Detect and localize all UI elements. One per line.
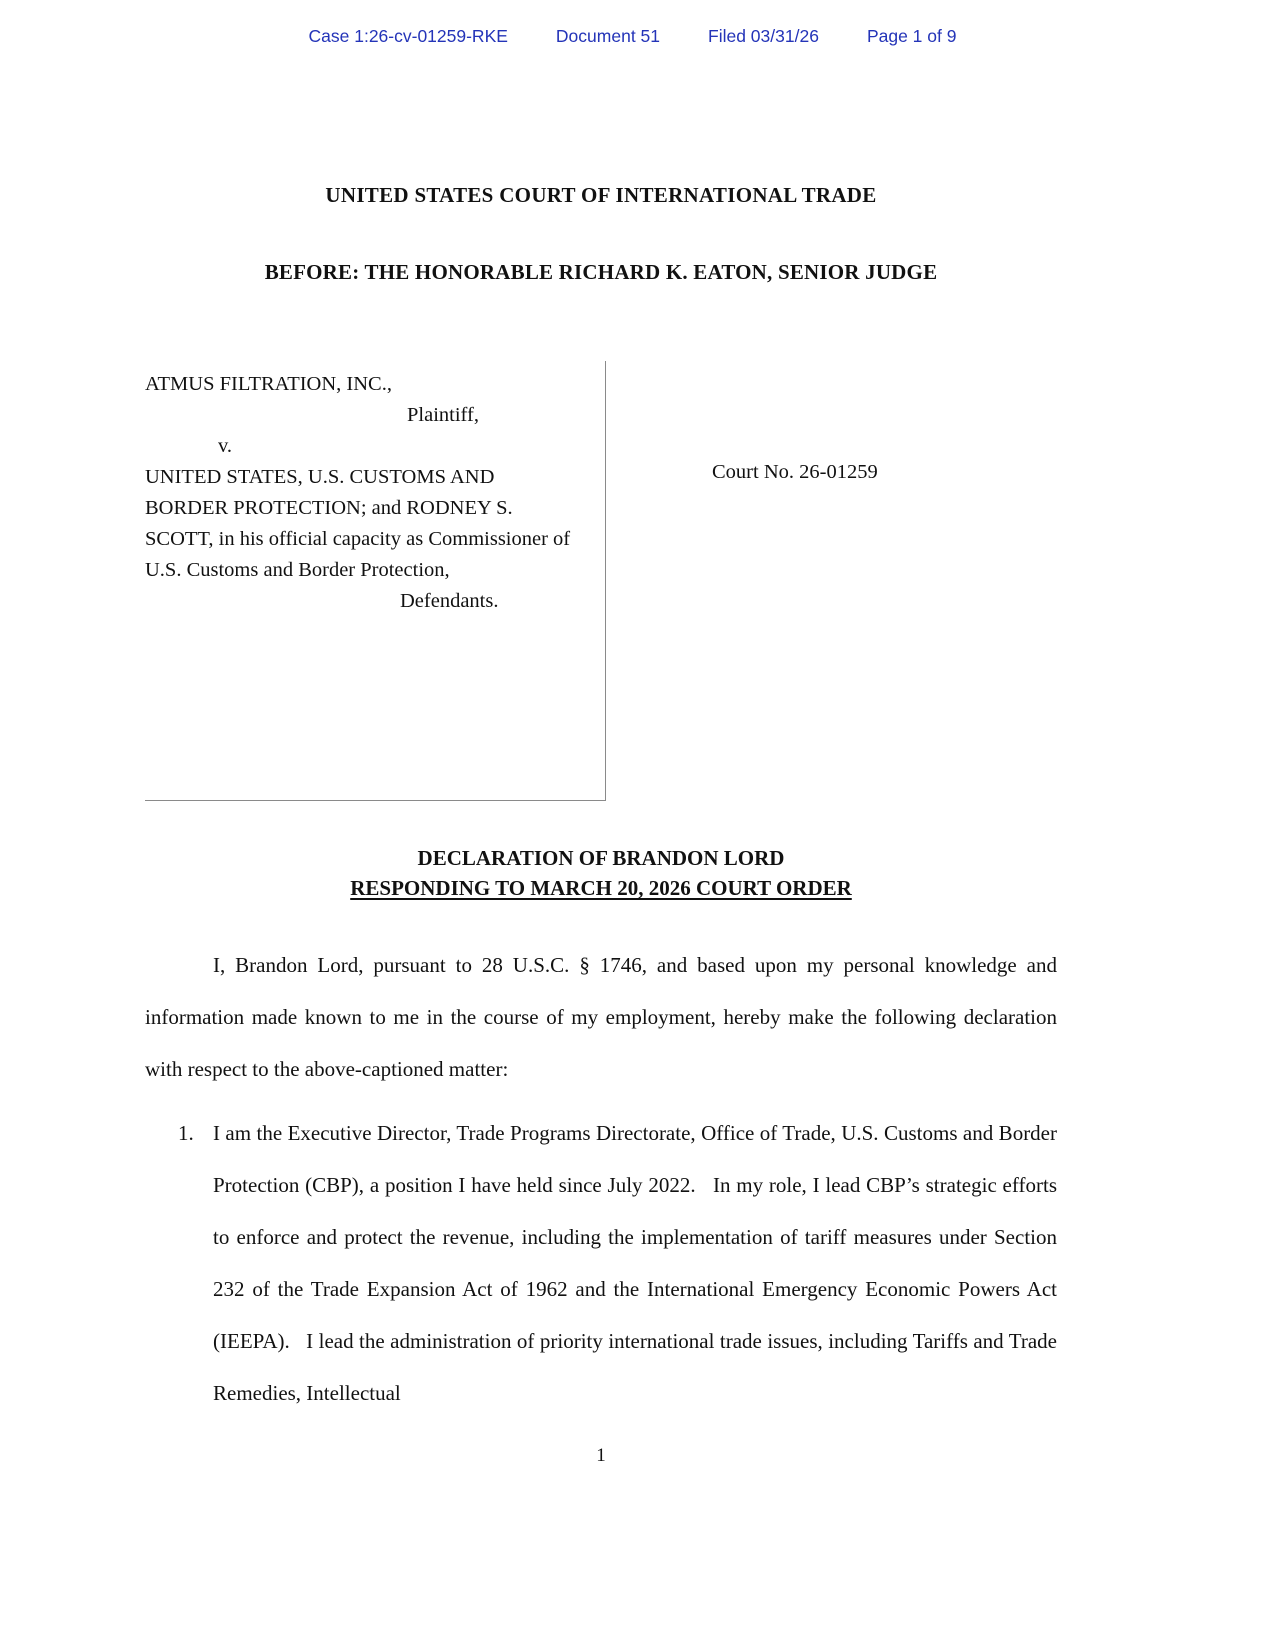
document-number: Document 51 [555,26,661,46]
declaration-title-line1: DECLARATION OF BRANDON LORD [417,846,785,870]
declaration-title-line2: RESPONDING TO MARCH 20, 2026 COURT ORDER [350,876,852,900]
document-content [145,183,1063,1467]
versus-label: v. [218,435,233,457]
caption-parties [145,361,606,801]
plaintiff-label: Plaintiff, [407,404,479,426]
item-number: 1. [178,1121,194,1145]
cmecf-stamp-header [0,0,1265,47]
intro-paragraph: I, Brandon Lord, pursuant to 28 U.S.C. § 1746, and based upon my personal knowledge and information made known to me in the course of my employment, hereby make the following declaration with respect to the above-captioned matter: [145,953,1063,1081]
defendants-label: Defendants. [400,590,499,612]
defendant-name: UNITED STATES, U.S. CUSTOMS AND BORDER PROTECTION; and RODNEY S. SCOTT, in his official capacity as Commissioner of U.S. Customs and Border Protection, [145,466,571,581]
judge-line: BEFORE: THE HONORABLE RICHARD K. EATON, SENIOR JUDGE [264,260,938,284]
filed-date: Filed 03/31/26 [708,26,819,46]
court-number: Court No. 26-01259 [712,461,878,483]
court-name: UNITED STATES COURT OF INTERNATIONAL TRADE [325,183,877,207]
case-caption [145,361,1057,801]
plaintiff-name: ATMUS FILTRATION, INC., [145,373,392,395]
declaration-item-1 [145,1107,1063,1419]
page-number: 1 [596,1445,606,1466]
declaration-title [145,843,1057,903]
item-text: I am the Executive Director, Trade Programs Directorate, Office of Trade, U.S. Customs and Border Protection (CBP), a position I have held since July 2022. In my role, I lead CBP’s strategic efforts to enforce and protect the revenue, including the implementation of tariff measures under Section 232 of the Trade Expansion Act of 1962 and the International Emergency Economic Powers Act (IEEPA). I lead the administration of priority international trade issues, including Tariffs and Trade Remedies, Intellectual [213,1121,1063,1405]
page-indicator: Page 1 of 9 [866,26,957,46]
case-number: Case 1:26-cv-01259-RKE [308,26,508,46]
caption-court-number [606,361,1057,801]
